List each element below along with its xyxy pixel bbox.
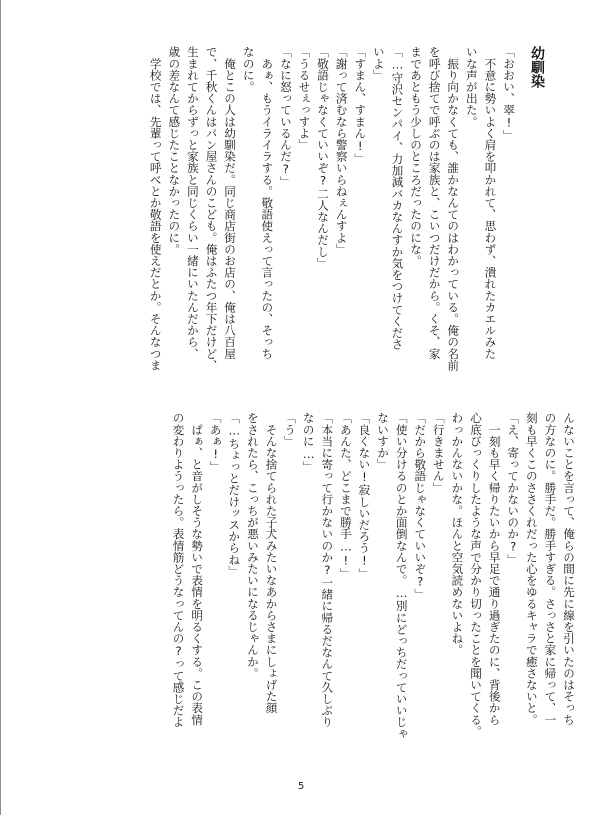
text-line: 「敬語じゃなくていいぞ?二人なんだし」 <box>316 46 331 269</box>
text-line: 「行きません」 <box>431 412 446 494</box>
text-line: なのに。 <box>241 46 256 93</box>
text-line: まであともう少しのところだったのにな。 <box>409 46 424 267</box>
text-line: をされたら、こっちが悪いみたいになるじゃんか。 <box>245 412 260 679</box>
text-line: わっかんないかな。ほんと空気読めないよね。 <box>450 412 465 656</box>
upper-text-column-block <box>146 46 548 379</box>
lower-text-column-block <box>169 412 578 745</box>
text-line: で、千秋くんはパン屋さんのこども。俺はふたつ年下だけど、 <box>204 46 219 371</box>
text-line: 「あんた、どこまで勝手…!」 <box>338 412 353 580</box>
text-line: なのに…」 <box>301 412 316 473</box>
text-line: 「え、寄ってかないのか?」 <box>506 412 521 566</box>
text-line: 俺とこの人は幼馴染だ。同じ商店街のお店の、俺は八百屋 <box>223 46 238 360</box>
text-line: 「良くない!寂しいだろう!」 <box>357 412 372 580</box>
text-line: ぱぁ、と音がしそうな勢いで表情を明るくする。この表情 <box>190 412 205 726</box>
text-line: 「…ちょっとだけッスからね」 <box>227 412 242 577</box>
text-line: 一刻も早く帰りたいから早足で通り過ぎたのに、背後から <box>487 412 502 726</box>
text-line: 学校では、先輩って呼べとか敬語を使えだとか。そんなつま <box>148 46 163 371</box>
text-line: 「うるせぇっすよ」 <box>297 46 312 151</box>
text-line: の方なのに。勝手だ。勝手すぎる。さっさと家に帰って、一 <box>543 412 558 726</box>
text-line: 「…守沢センパイ、力加減バカなんすか気をつけてくださ <box>390 46 405 350</box>
text-line: いな声が出た。 <box>464 46 479 128</box>
text-line: 「謝って済むなら警察いらねぇんすよ」 <box>334 46 349 255</box>
text-line: そんな捨てられた子犬みたいなあからさまにしょげた顔 <box>264 412 279 714</box>
text-line: あぁ、もうイライラする。敬語使えって言ったの、そっち <box>260 46 275 360</box>
text-line: 振り向かなくても、誰かなんてのはわかっている。俺の名前 <box>446 46 461 371</box>
text-line: 生まれてからずっと家族と同じくらい一緒にいたんだから、 <box>185 46 200 360</box>
text-line: んないことを言って、俺らの間に先に線を引いたのはそっち <box>562 412 576 726</box>
text-line: 「おおい、翠!」 <box>502 46 516 142</box>
text-line: 不意に勢いよく肩を叩かれて、思わず、潰れたカエルみた <box>483 46 498 360</box>
text-line: 「すまん、すまん!」 <box>353 46 368 165</box>
text-line: 心底びっくりしたような声で分かり切ったことを聞いてくる。 <box>469 412 484 737</box>
text-line: の変わりようったら。表情筋どうなってんの?って感じだよ <box>171 412 186 728</box>
text-line: 「使い分けるのとか面倒なんで。…別にどっちだっていいじゃ <box>394 412 409 740</box>
text-line: 「う」 <box>283 412 298 447</box>
text-line: ないすか」 <box>376 412 391 470</box>
text-line: 「だから敬語じゃなくていいぞ?」 <box>413 412 428 600</box>
text-line: 「本当に寄って行かないのか?一緒に帰るだなんて久しぶり <box>320 412 335 728</box>
chapter-title: 幼馴染 <box>529 46 545 88</box>
text-line: 刻も早くこのささくれだった心をゆるキャラで癒さないと。 <box>524 412 539 726</box>
text-line: 「なに怒っているんだ?」 <box>278 46 293 188</box>
text-line: を呼び捨てで呼ぶのは家族と、こいつだけだから。くそ、家 <box>427 46 442 360</box>
text-line: いよ」 <box>371 46 386 81</box>
text-line: 「あぁ!」 <box>208 412 223 473</box>
text-line: 歳の差なんて感じたことなかったのに。 <box>167 46 182 255</box>
page-number: 5 <box>297 781 305 792</box>
